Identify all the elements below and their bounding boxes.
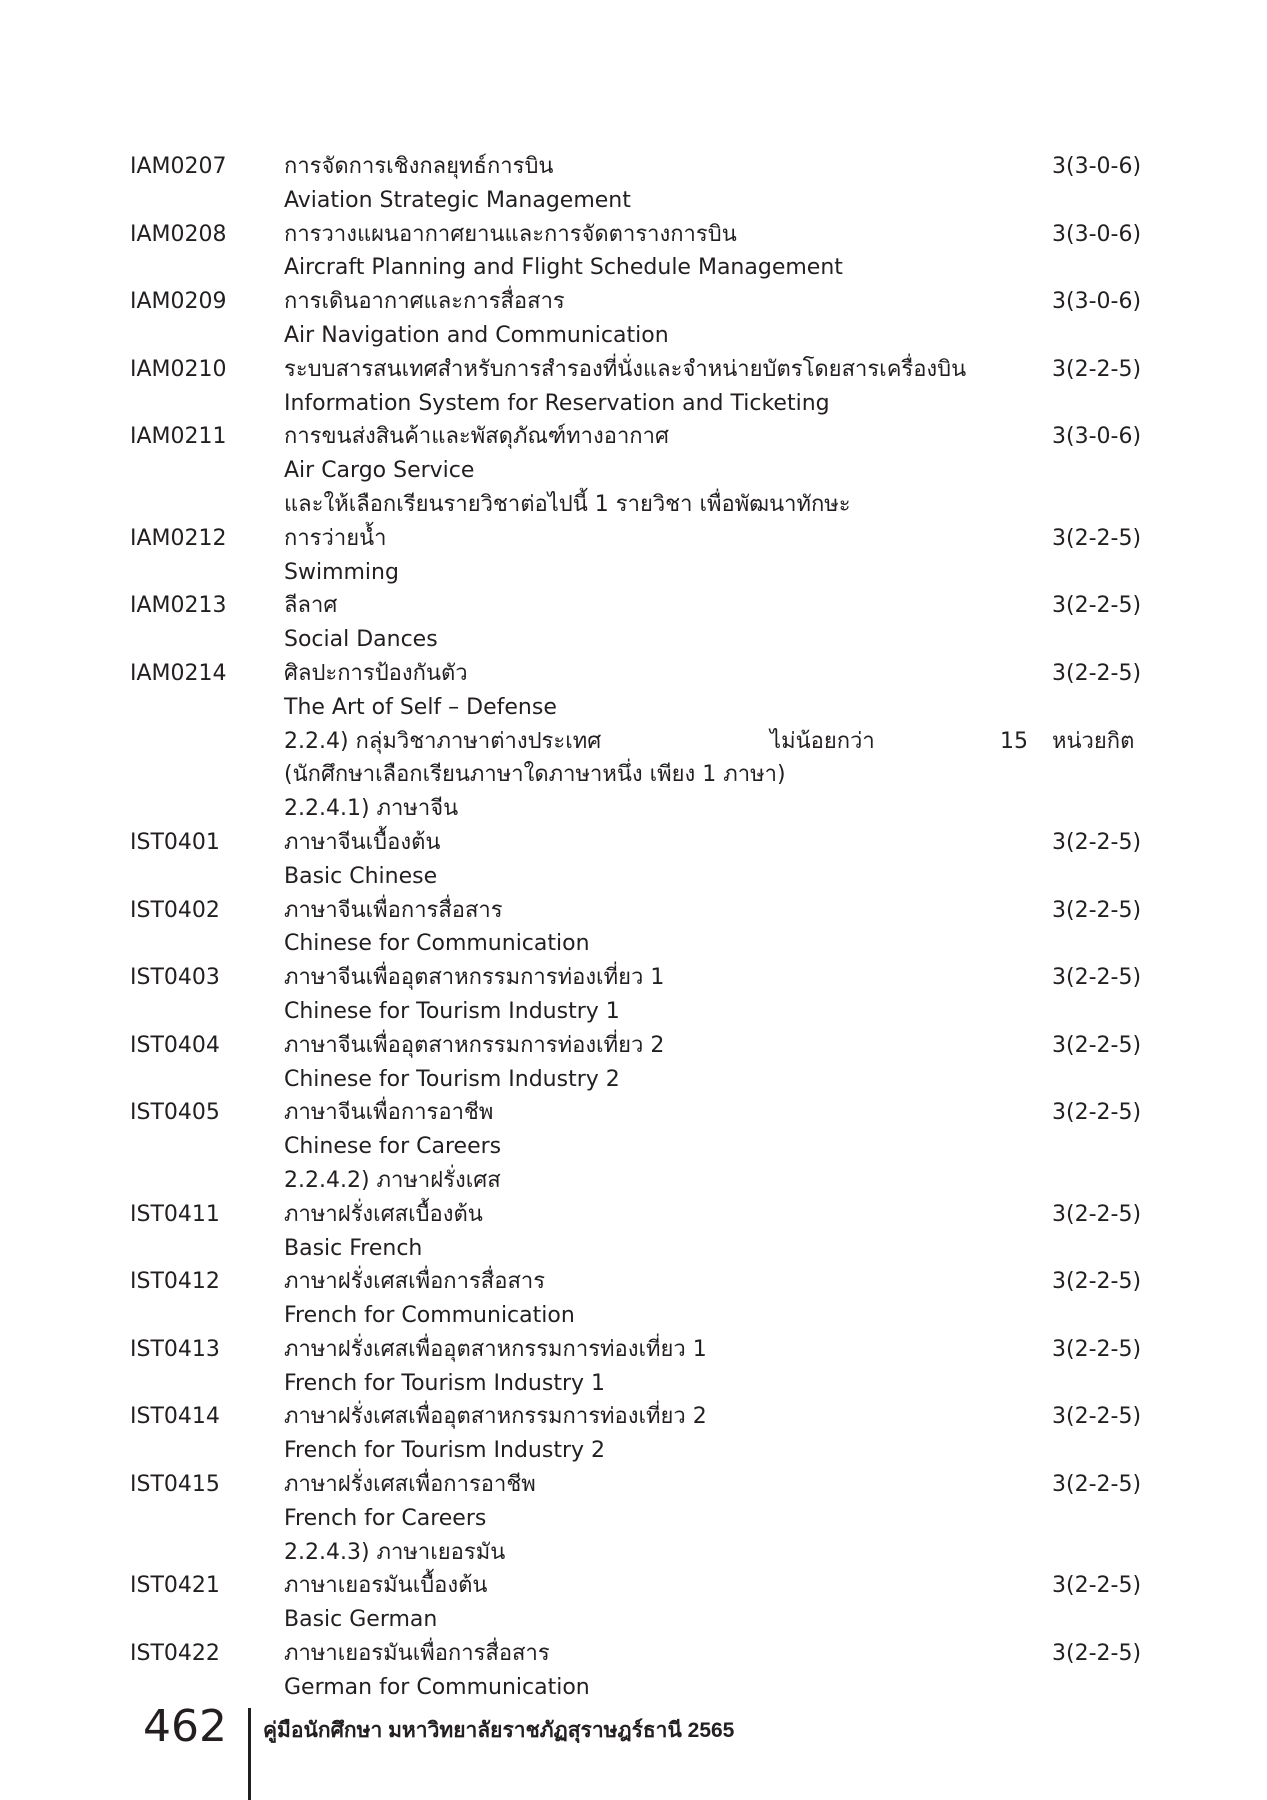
text-line xyxy=(0,556,1267,590)
course-row xyxy=(0,1333,1267,1367)
course-code: IST0402 xyxy=(130,897,220,923)
course-credits: 3(2-2-5) xyxy=(1052,660,1142,686)
course-row xyxy=(0,1029,1267,1063)
course-title: Basic Chinese xyxy=(284,863,438,889)
course-title: Chinese for Tourism Industry 1 xyxy=(284,998,620,1024)
course-code: IAM0207 xyxy=(130,154,227,179)
course-title: ลีลาศ xyxy=(284,593,338,619)
course-title: The Art of Self – Defense xyxy=(284,694,557,720)
course-row xyxy=(0,589,1267,623)
course-code: IST0422 xyxy=(130,1641,220,1667)
course-row xyxy=(0,826,1267,860)
course-title: French for Tourism Industry 1 xyxy=(284,1370,605,1396)
course-title: Chinese for Careers xyxy=(284,1134,502,1160)
course-title: Air Navigation and Communication xyxy=(284,322,669,348)
course-row xyxy=(0,150,1267,184)
course-code: IAM0211 xyxy=(130,424,227,450)
course-title: 2.2.4.2) ภาษาฝรั่งเศส xyxy=(284,1167,501,1193)
course-credits: 3(2-2-5) xyxy=(1052,1201,1142,1227)
course-title: ภาษาจีนเพื่อการสื่อสาร xyxy=(284,897,503,923)
course-code: IST0413 xyxy=(130,1336,220,1362)
course-credits: 3(2-2-5) xyxy=(1052,593,1142,619)
text-line xyxy=(0,623,1267,657)
course-title: 2.2.4.1) ภาษาจีน xyxy=(284,796,459,822)
course-row xyxy=(0,218,1267,252)
course-title: การขนส่งสินค้าและพัสดุภัณฑ์ทางอากาศ xyxy=(284,424,669,450)
text-line xyxy=(0,1603,1267,1637)
credit-count: 15 xyxy=(1000,728,1028,754)
course-title: ภาษาฝรั่งเศสเบื้องต้น xyxy=(284,1201,483,1227)
course-row xyxy=(0,894,1267,928)
course-credits: 3(2-2-5) xyxy=(1052,897,1142,923)
course-title: ภาษาจีนเบื้องต้น xyxy=(284,829,441,855)
text-line xyxy=(0,319,1267,353)
course-title: และให้เลือกเรียนรายวิชาต่อไปนี้ 1 รายวิชา เพื่อพัฒนาทักษะ xyxy=(284,491,851,517)
course-credits: 3(2-2-5) xyxy=(1052,1032,1142,1058)
course-code: IST0411 xyxy=(130,1201,220,1227)
text-line xyxy=(0,758,1267,792)
course-row xyxy=(0,1096,1267,1130)
course-row xyxy=(0,1637,1267,1671)
page-number: 462 xyxy=(143,1701,227,1752)
text-line xyxy=(0,454,1267,488)
course-row xyxy=(0,522,1267,556)
min-label: ไม่น้อยกว่า xyxy=(770,728,875,754)
course-code: IAM0209 xyxy=(130,289,227,315)
course-title: ระบบสารสนเทศสำหรับการสำรองที่นั่งและจำหน่ายบัตรโดยสารเครื่องบิน xyxy=(284,356,967,382)
course-credits: 3(2-2-5) xyxy=(1052,1472,1142,1498)
course-title: Information System for Reservation and Ticketing xyxy=(284,390,830,416)
text-line xyxy=(0,1434,1267,1468)
course-credits: 3(2-2-5) xyxy=(1052,1269,1142,1295)
course-title: ภาษาจีนเพื่อการอาชีพ xyxy=(284,1100,494,1126)
course-code: IAM0213 xyxy=(130,593,227,619)
course-credits: 3(2-2-5) xyxy=(1052,525,1142,551)
course-code: IST0403 xyxy=(130,965,220,991)
course-title: French for Communication xyxy=(284,1303,575,1329)
course-title: ภาษาจีนเพื่ออุตสาหกรรมการท่องเที่ยว 2 xyxy=(284,1032,665,1058)
course-row xyxy=(0,1468,1267,1502)
footer-divider xyxy=(248,1708,251,1800)
course-title: 2.2.4) กลุ่มวิชาภาษาต่างประเทศ xyxy=(284,728,602,754)
course-title: ภาษาฝรั่งเศสเพื่ออุตสาหกรรมการท่องเที่ยว 2 xyxy=(284,1404,707,1430)
course-title: French for Tourism Industry 2 xyxy=(284,1438,605,1464)
text-line xyxy=(0,1164,1267,1198)
course-title: French for Careers xyxy=(284,1505,487,1531)
text-line xyxy=(0,1671,1267,1705)
course-title: ภาษาจีนเพื่ออุตสาหกรรมการท่องเที่ยว 1 xyxy=(284,965,665,991)
course-title: การวางแผนอากาศยานและการจัดตารางการบิน xyxy=(284,221,737,247)
course-list xyxy=(0,150,1267,1705)
course-row xyxy=(0,1265,1267,1299)
course-credits: 3(3-0-6) xyxy=(1052,154,1142,179)
course-code: IST0415 xyxy=(130,1472,220,1498)
text-line xyxy=(0,860,1267,894)
text-line xyxy=(0,691,1267,725)
course-code: IAM0210 xyxy=(130,356,227,382)
course-code: IST0421 xyxy=(130,1573,220,1599)
course-code: IAM0212 xyxy=(130,525,227,551)
course-credits: 3(2-2-5) xyxy=(1052,1100,1142,1126)
text-line xyxy=(0,1063,1267,1097)
course-credits: 3(2-2-5) xyxy=(1052,1641,1142,1667)
course-row xyxy=(0,285,1267,319)
course-credits: 3(2-2-5) xyxy=(1052,965,1142,991)
course-title: การเดินอากาศและการสื่อสาร xyxy=(284,289,565,315)
course-code: IAM0208 xyxy=(130,221,227,247)
course-row xyxy=(0,1569,1267,1603)
course-credits: 3(2-2-5) xyxy=(1052,1336,1142,1362)
course-title: German for Communication xyxy=(284,1674,590,1700)
course-title: Basic German xyxy=(284,1607,438,1633)
course-code: IST0414 xyxy=(130,1404,220,1430)
course-row xyxy=(0,961,1267,995)
text-line xyxy=(0,488,1267,522)
course-title: Swimming xyxy=(284,559,399,585)
text-line xyxy=(0,1502,1267,1536)
course-title: Aviation Strategic Management xyxy=(284,187,631,213)
text-line xyxy=(0,1536,1267,1570)
footer-title: คู่มือนักศึกษา มหาวิทยาลัยราชภัฏสุราษฎร์ธานี 2565 xyxy=(263,1719,735,1742)
course-title: ศิลปะการป้องกันตัว xyxy=(284,660,468,686)
course-title: ภาษาฝรั่งเศสเพื่อการอาชีพ xyxy=(284,1472,536,1498)
course-credits: 3(2-2-5) xyxy=(1052,829,1142,855)
text-line xyxy=(0,927,1267,961)
course-code: IST0412 xyxy=(130,1269,220,1295)
course-title: ภาษาเยอรมันเพื่อการสื่อสาร xyxy=(284,1641,550,1667)
course-credits: หน่วยกิต xyxy=(1052,728,1135,754)
course-row xyxy=(0,1400,1267,1434)
text-line xyxy=(0,184,1267,218)
text-line xyxy=(0,1299,1267,1333)
text-line xyxy=(0,1367,1267,1401)
course-credits: 3(2-2-5) xyxy=(1052,356,1142,382)
course-code: IST0405 xyxy=(130,1100,220,1126)
course-credits: 3(3-0-6) xyxy=(1052,424,1142,450)
course-title: Aircraft Planning and Flight Schedule Management xyxy=(284,255,843,281)
course-code: IST0404 xyxy=(130,1032,220,1058)
course-title: Air Cargo Service xyxy=(284,458,475,484)
course-code: IST0401 xyxy=(130,829,220,855)
text-line xyxy=(0,995,1267,1029)
course-code: IAM0214 xyxy=(130,660,227,686)
course-row xyxy=(0,420,1267,454)
course-title: การว่ายน้ำ xyxy=(284,525,387,551)
course-title: ภาษาฝรั่งเศสเพื่อการสื่อสาร xyxy=(284,1269,546,1295)
course-title: 2.2.4.3) ภาษาเยอรมัน xyxy=(284,1539,506,1565)
text-line xyxy=(0,387,1267,421)
course-title: Chinese for Tourism Industry 2 xyxy=(284,1066,620,1092)
text-line xyxy=(0,725,1267,759)
text-line xyxy=(0,1232,1267,1266)
course-title: ภาษาเยอรมันเบื้องต้น xyxy=(284,1573,488,1599)
text-line xyxy=(0,1130,1267,1164)
course-credits: 3(3-0-6) xyxy=(1052,289,1142,315)
course-title: Basic French xyxy=(284,1235,423,1261)
course-row xyxy=(0,1198,1267,1232)
course-title: Chinese for Communication xyxy=(284,931,590,957)
course-row xyxy=(0,353,1267,387)
text-line xyxy=(0,792,1267,826)
course-title: (นักศึกษาเลือกเรียนภาษาใดภาษาหนึ่ง เพียง 1 ภาษา) xyxy=(284,762,786,788)
course-title: ภาษาฝรั่งเศสเพื่ออุตสาหกรรมการท่องเที่ยว 1 xyxy=(284,1336,707,1362)
course-credits: 3(2-2-5) xyxy=(1052,1404,1142,1430)
course-title: การจัดการเชิงกลยุทธ์การบิน xyxy=(284,154,554,179)
course-credits: 3(3-0-6) xyxy=(1052,221,1142,247)
text-line xyxy=(0,251,1267,285)
course-credits: 3(2-2-5) xyxy=(1052,1573,1142,1599)
course-row xyxy=(0,657,1267,691)
course-title: Social Dances xyxy=(284,627,438,653)
